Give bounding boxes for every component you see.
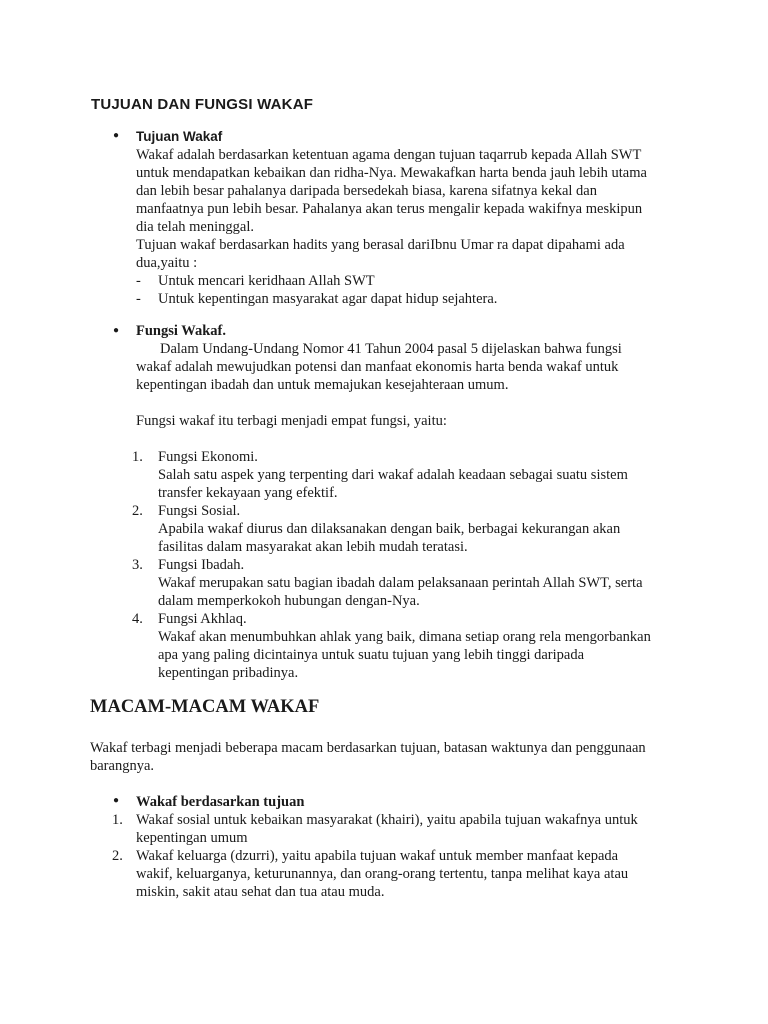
paragraph-line: wakaf adalah mewujudkan potensi dan manfaat ekonomis harta benda wakaf untuk [136, 359, 619, 375]
paragraph-line: manfaatnya pun lebih besar. Pahalanya akan terus mengalir kepada wakifnya meskipun [136, 201, 643, 217]
paragraph-line: untuk mendapatkan kebaikan dan ridha-Nya. Mewakafkan harta benda jauh lebih utama [136, 165, 647, 181]
paragraph-line: dia telah meninggal. [136, 219, 254, 235]
dash-marker: - [136, 273, 141, 289]
list-item-line: Wakaf merupakan satu bagian ibadah dalam pelaksanaan perintah Allah SWT, serta [158, 575, 643, 591]
list-item-line: Apabila wakaf diurus dan dilaksanakan dengan baik, berbagai kekurangan akan [158, 521, 621, 537]
list-item-line: Wakaf sosial untuk kebaikan masyarakat (khairi), yaitu apabila tujuan wakafnya untuk [136, 812, 638, 828]
list-item-line: Salah satu aspek yang terpenting dari wakaf adalah keadaan sebagai suatu sistem [158, 467, 628, 483]
list-number: 2. [112, 848, 123, 864]
fungsi-item-sosial [132, 502, 698, 556]
list-item-line: dalam memperkokoh hubungan dengan-Nya. [158, 593, 420, 609]
paragraph-line: dua,yaitu : [136, 255, 198, 271]
paragraph-line: Wakaf adalah berdasarkan ketentuan agama dengan tujuan taqarrub kepada Allah SWT [136, 147, 642, 163]
bullet-icon: ● [113, 130, 120, 141]
bullet-icon: ● [113, 325, 120, 336]
list-item-line: kepentingan umum [136, 830, 248, 846]
list-item-text: Untuk mencari keridhaan Allah SWT [158, 273, 375, 289]
list-number: 3. [132, 557, 143, 573]
fungsi-item-akhlaq [132, 610, 698, 682]
list-number: 2. [132, 503, 143, 519]
paragraph-line: kepentingan ibadah dan untuk memajukan kesejahteraan umum. [136, 377, 509, 393]
bullet-icon: ● [113, 795, 120, 806]
fungsi-wakaf-block [136, 322, 696, 430]
list-item-line: fasilitas dalam masyarakat akan lebih mudah teratasi. [158, 539, 468, 555]
list-item-text: Untuk kepentingan masyarakat agar dapat hidup sejahtera. [158, 291, 498, 307]
fungsi-item-ibadah [132, 556, 698, 610]
list-item-line: miskin, sakit atau sehat dan tua atau muda. [136, 884, 385, 900]
list-item-line: transfer kekayaan yang efektif. [158, 485, 338, 501]
fungsi-item-ekonomi [132, 448, 698, 502]
list-item-line: kepentingan pribadinya. [158, 665, 299, 681]
list-number: 1. [132, 449, 143, 465]
paragraph-line: Fungsi wakaf itu terbagi menjadi empat fungsi, yaitu: [136, 413, 447, 429]
section-heading-tujuan-fungsi: TUJUAN DAN FUNGSI WAKAF [91, 96, 314, 113]
list-item-line: Wakaf keluarga (dzurri), yaitu apabila tujuan wakaf untuk member manfaat kepada [136, 848, 619, 864]
list-item-line: Wakaf akan menumbuhkan ahlak yang baik, dimana setiap orang rela mengorbankan [158, 629, 651, 645]
subheading-fungsi-wakaf: Fungsi Wakaf. [136, 323, 226, 339]
list-item-title: Fungsi Sosial. [158, 503, 241, 519]
paragraph-line: Wakaf terbagi menjadi beberapa macam berdasarkan tujuan, batasan waktunya dan penggunaan [90, 740, 646, 756]
list-number: 4. [132, 611, 143, 627]
tujuan-list [112, 811, 696, 901]
list-item-line: wakif, keluarganya, keturunannya, dan orang-orang tertentu, tanpa melihat kaya atau [136, 866, 629, 882]
macam-intro [90, 739, 710, 775]
list-item-title: Fungsi Ekonomi. [158, 449, 258, 465]
list-item-line: apa yang paling dicintainya untuk suatu tujuan yang lebih tinggi daripada [158, 647, 585, 663]
paragraph-line: dan lebih besar pahalanya daripada bersedekah biasa, karena sifatnya kekal dan [136, 183, 597, 199]
paragraph-line: Tujuan wakaf berdasarkan hadits yang berasal dariIbnu Umar ra dapat dipahami ada [136, 237, 625, 253]
subheading-tujuan-wakaf: Tujuan Wakaf [136, 129, 223, 144]
paragraph-line: Dalam Undang-Undang Nomor 41 Tahun 2004 pasal 5 dijelaskan bahwa fungsi [160, 341, 622, 357]
list-item-title: Fungsi Ibadah. [158, 557, 245, 573]
tujuan-item-keluarga [112, 847, 696, 901]
subheading-wakaf-berdasarkan-tujuan-wrap [136, 793, 696, 811]
tujuan-item-sosial [112, 811, 696, 847]
list-item-title: Fungsi Akhlaq. [158, 611, 247, 627]
subheading-wakaf-berdasarkan-tujuan: Wakaf berdasarkan tujuan [136, 794, 305, 810]
tujuan-wakaf-block [136, 128, 696, 308]
paragraph-line: barangnya. [90, 758, 155, 774]
fungsi-list [132, 448, 698, 682]
list-number: 1. [112, 812, 123, 828]
dash-list-item [136, 272, 696, 290]
section-heading-macam-wakaf: MACAM-MACAM WAKAF [90, 697, 320, 717]
dash-marker: - [136, 291, 141, 307]
dash-list-item [136, 290, 696, 308]
